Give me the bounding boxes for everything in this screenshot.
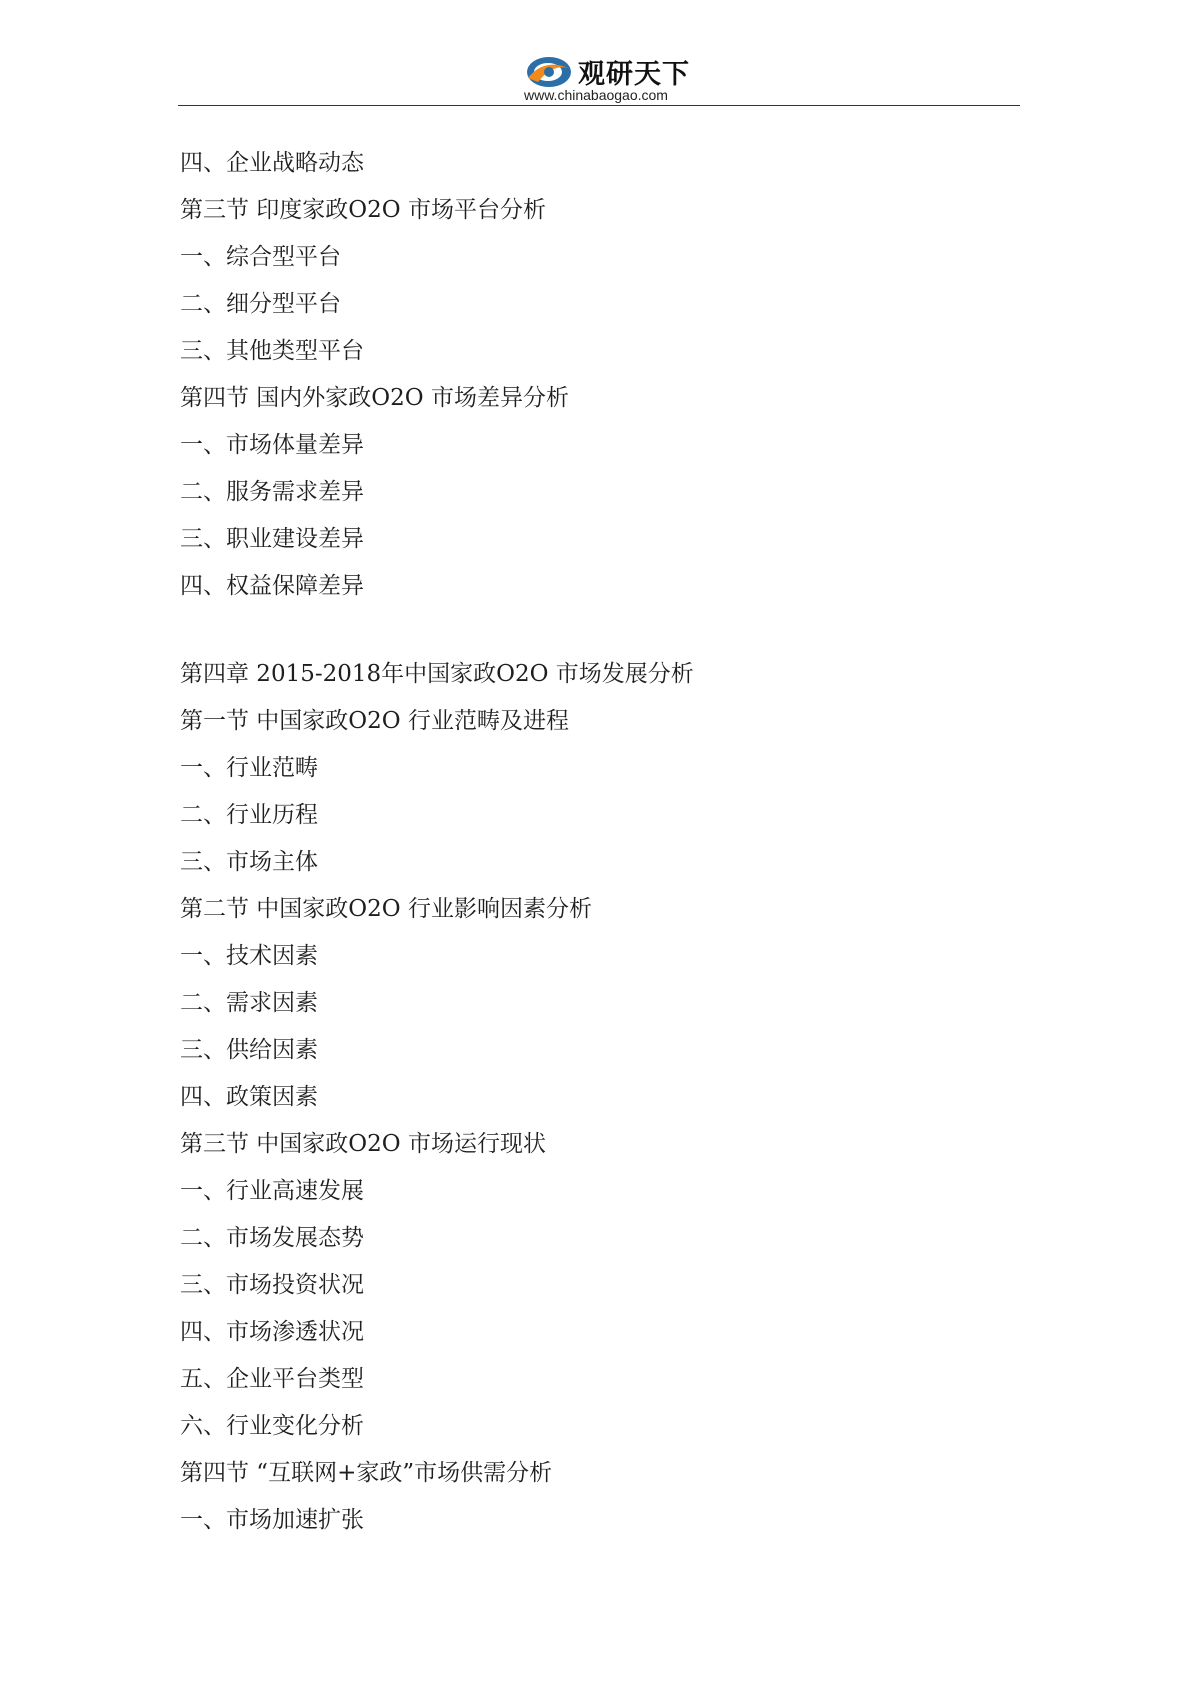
toc-item: 一、行业高速发展 bbox=[180, 1178, 364, 1204]
chapter-spacer bbox=[180, 610, 1080, 651]
toc-item: 一、综合型平台 bbox=[180, 244, 341, 270]
toc-item: 二、服务需求差异 bbox=[180, 479, 364, 505]
toc-item: 二、细分型平台 bbox=[180, 291, 341, 317]
toc-chapter-heading: 第四章 2015-2018年中国家政O2O 市场发展分析 bbox=[180, 661, 694, 687]
toc-item: 二、市场发展态势 bbox=[180, 1225, 364, 1251]
toc-item: 四、政策因素 bbox=[180, 1084, 318, 1110]
header-divider bbox=[178, 105, 1020, 106]
toc-item: 三、供给因素 bbox=[180, 1037, 318, 1063]
toc-section-heading: 第四节 “互联网+家政”市场供需分析 bbox=[180, 1460, 553, 1486]
toc-item: 五、企业平台类型 bbox=[180, 1366, 364, 1392]
toc-section-heading: 第三节 印度家政O2O 市场平台分析 bbox=[180, 197, 546, 223]
toc-item: 三、市场主体 bbox=[180, 849, 318, 875]
toc-item: 四、权益保障差异 bbox=[180, 573, 364, 599]
toc-section-heading: 第二节 中国家政O2O 行业影响因素分析 bbox=[180, 896, 592, 922]
toc-item: 三、职业建设差异 bbox=[180, 526, 364, 552]
toc-item: 一、行业范畴 bbox=[180, 755, 318, 781]
toc-item: 二、需求因素 bbox=[180, 990, 318, 1016]
toc-section-heading: 第一节 中国家政O2O 行业范畴及进程 bbox=[180, 708, 569, 734]
logo-swirl-icon bbox=[524, 52, 574, 92]
toc-item: 二、行业历程 bbox=[180, 802, 318, 828]
toc-item: 四、市场渗透状况 bbox=[180, 1319, 364, 1345]
logo-title: 观研天下 bbox=[578, 59, 690, 90]
toc-item: 一、技术因素 bbox=[180, 943, 318, 969]
toc-section-heading: 第四节 国内外家政O2O 市场差异分析 bbox=[180, 385, 569, 411]
toc-item: 四、企业战略动态 bbox=[180, 150, 364, 176]
toc-item: 三、市场投资状况 bbox=[180, 1272, 364, 1298]
toc-section-heading: 第三节 中国家政O2O 市场运行现状 bbox=[180, 1131, 546, 1157]
toc-item: 一、市场体量差异 bbox=[180, 432, 364, 458]
toc-item: 一、市场加速扩张 bbox=[180, 1507, 364, 1533]
logo bbox=[524, 46, 704, 106]
logo-url: www.chinabaogao.com bbox=[524, 87, 668, 103]
toc-item: 六、行业变化分析 bbox=[180, 1413, 364, 1439]
toc-item: 三、其他类型平台 bbox=[180, 338, 364, 364]
table-of-contents bbox=[180, 140, 1080, 1544]
page-header bbox=[0, 0, 1192, 108]
